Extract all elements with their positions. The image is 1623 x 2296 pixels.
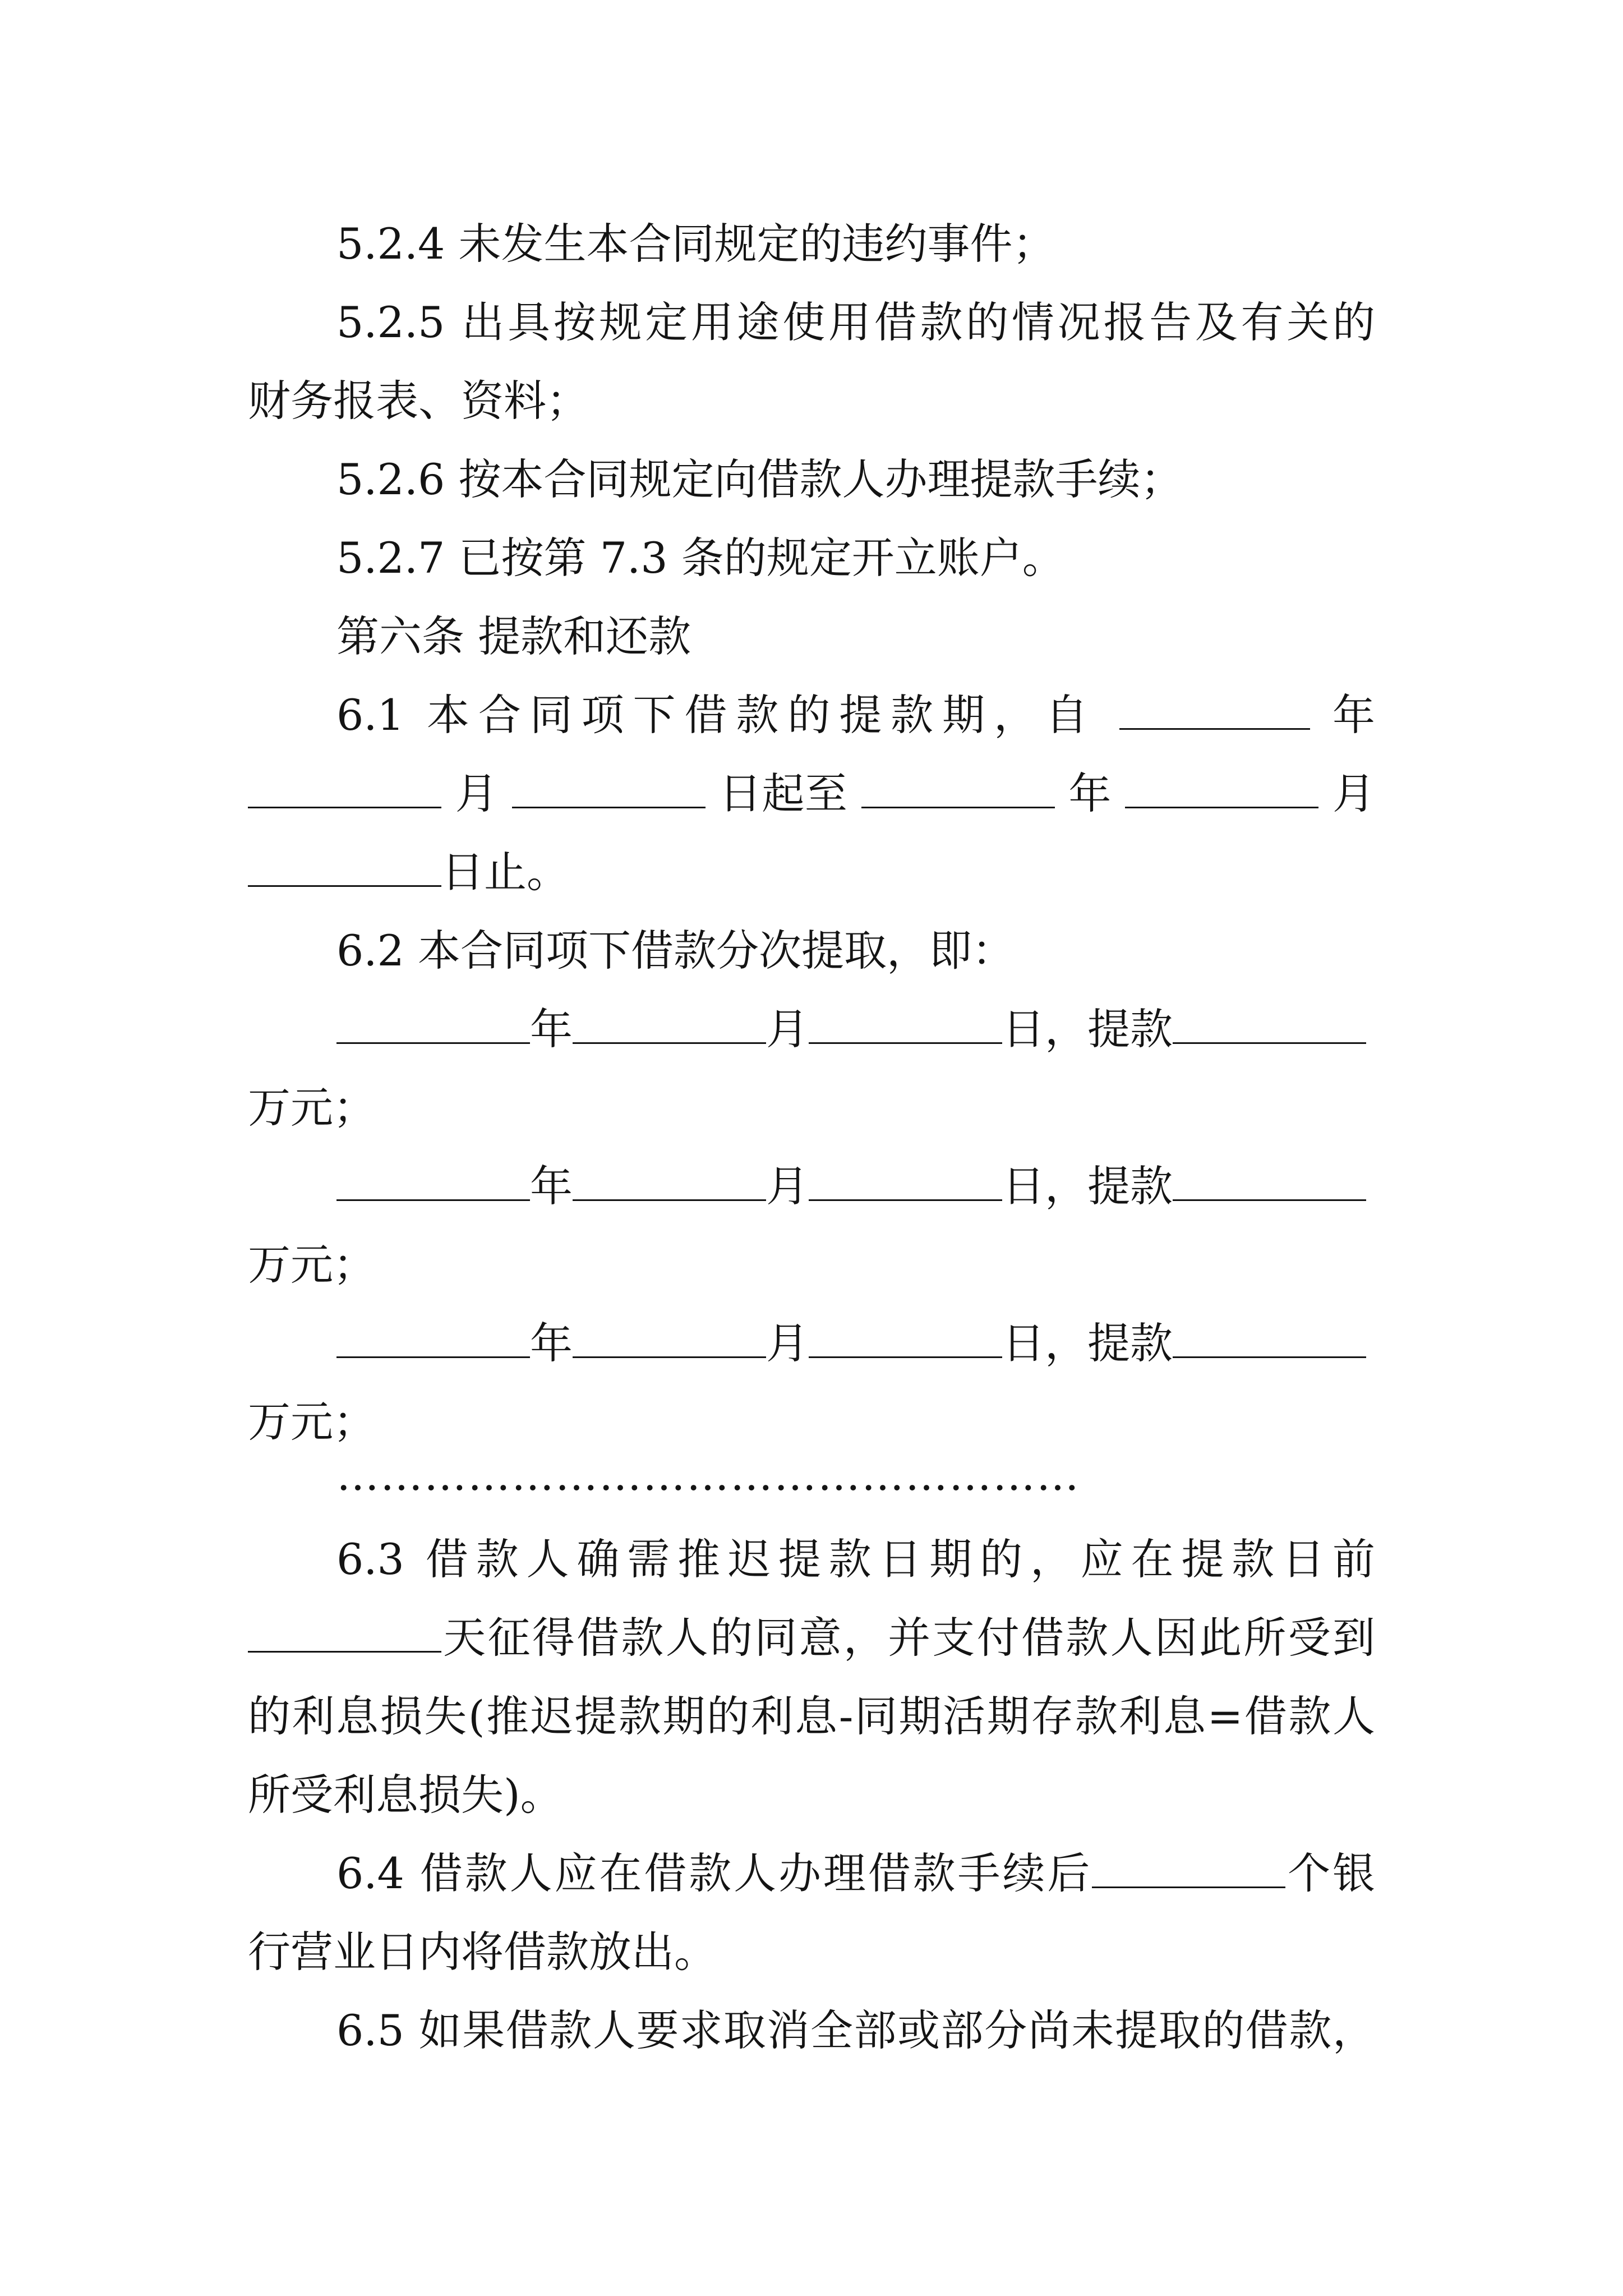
month-label: 月 — [1332, 769, 1375, 818]
clause-5-2-5 — [336, 283, 1375, 362]
article-6-heading — [336, 597, 1375, 676]
blank-field — [336, 1317, 530, 1358]
installment-row-3 — [336, 1304, 1375, 1383]
blank-field — [809, 1317, 1002, 1358]
blank-field — [1119, 689, 1310, 730]
blank-field — [809, 1003, 1002, 1044]
clause-6-3 — [336, 1520, 1375, 1599]
clause-5-2-7 — [336, 519, 1375, 597]
clause-6-3-line-3-text: 的利息损失(推迟提款期的利息-同期活期存款利息=借款人 — [248, 1691, 1375, 1741]
blank-field — [861, 767, 1055, 808]
clause-6-4-continued-text: 行营业日内将借款放出。 — [248, 1927, 717, 1977]
clause-6-4-text: 6.4 借款人应在借款人办理借款手续后 — [336, 1848, 1092, 1898]
clause-5-2-6 — [336, 440, 1375, 519]
year-label: 年 — [1068, 769, 1112, 818]
clause-6-4-continued — [248, 1913, 1375, 1991]
clause-6-3-text: 6.3 借款人确需推迟提款日期的，应在提款日前 — [336, 1534, 1375, 1584]
day-withdraw-label: 日，提款 — [1002, 1161, 1173, 1211]
installment-row-1 — [336, 990, 1375, 1069]
clause-6-3-continued-text: 天征得借款人的同意，并支付借款人因此所受到 — [441, 1613, 1375, 1663]
blank-field — [248, 846, 441, 887]
clause-5-2-6-text: 5.2.6 按本合同规定向借款人办理提款手续； — [336, 454, 1183, 504]
until-day-label: 日止。 — [441, 847, 569, 897]
blank-field — [1173, 1003, 1366, 1044]
installment-row-2-unit — [248, 1226, 1375, 1304]
clause-5-2-5-continued — [248, 362, 1375, 440]
unit-label: 万元； — [248, 1240, 376, 1290]
blank-field — [573, 1317, 766, 1358]
clause-6-1-continued — [248, 754, 1375, 833]
clause-6-1-text: 6.1 本合同项下借款的提款期，自 — [336, 690, 1097, 740]
clause-6-3-line-4-text: 所受利息损失)。 — [248, 1770, 563, 1820]
clause-5-2-5-continued-text: 财务报表、资料； — [248, 376, 589, 426]
clause-6-4-tail: 个银 — [1285, 1848, 1375, 1898]
day-withdraw-label: 日，提款 — [1002, 1318, 1173, 1368]
clause-5-2-7-text: 5.2.7 已按第 7.3 条的规定开立账户。 — [336, 533, 1065, 583]
unit-label: 万元； — [248, 1397, 376, 1447]
blank-field — [1173, 1160, 1366, 1201]
clause-6-2-text: 6.2 本合同项下借款分次提取，即： — [336, 926, 1015, 976]
blank-field — [336, 1160, 530, 1201]
clause-6-1-end — [248, 833, 1375, 912]
blank-field — [809, 1160, 1002, 1201]
year-label: 年 — [530, 1318, 573, 1368]
clause-6-3-continued — [248, 1599, 1375, 1677]
clause-6-1 — [336, 676, 1375, 754]
year-label: 年 — [1332, 690, 1375, 740]
clause-5-2-4-text: 5.2.4 未发生本合同规定的违约事件； — [336, 219, 1055, 269]
month-label: 月 — [455, 769, 498, 818]
blank-field — [1125, 767, 1318, 808]
clause-5-2-4 — [336, 205, 1375, 283]
clause-6-2 — [336, 912, 1375, 990]
unit-label: 万元； — [248, 1083, 376, 1133]
month-label: 月 — [766, 1318, 809, 1368]
article-6-heading-text: 第六条 提款和还款 — [336, 611, 691, 661]
year-label: 年 — [530, 1161, 573, 1211]
blank-field — [1092, 1847, 1285, 1888]
blank-field — [573, 1160, 766, 1201]
blank-field — [512, 767, 706, 808]
month-label: 月 — [766, 1161, 809, 1211]
blank-field — [248, 1612, 441, 1653]
blank-field — [336, 1003, 530, 1044]
year-label: 年 — [530, 1004, 573, 1054]
day-withdraw-label: 日，提款 — [1002, 1004, 1173, 1054]
from-day-label: 日起至 — [719, 769, 848, 818]
clause-6-5-text: 6.5 如果借款人要求取消全部或部分尚未提取的借款， — [336, 2005, 1375, 2055]
clause-5-2-5-text: 5.2.5 出具按规定用途使用借款的情况报告及有关的 — [336, 297, 1375, 347]
clause-6-3-line-4 — [248, 1756, 1375, 1834]
clause-6-3-line-3 — [248, 1677, 1375, 1756]
ellipsis-dots: …………………………………………… — [336, 1450, 1080, 1500]
installment-row-1-unit — [248, 1069, 1375, 1147]
month-label: 月 — [766, 1004, 809, 1054]
installment-row-2 — [336, 1147, 1375, 1226]
clause-6-5 — [336, 1991, 1375, 2070]
clause-6-4 — [336, 1834, 1375, 1913]
blank-field — [248, 767, 441, 808]
blank-field — [1173, 1317, 1366, 1358]
blank-field — [573, 1003, 766, 1044]
